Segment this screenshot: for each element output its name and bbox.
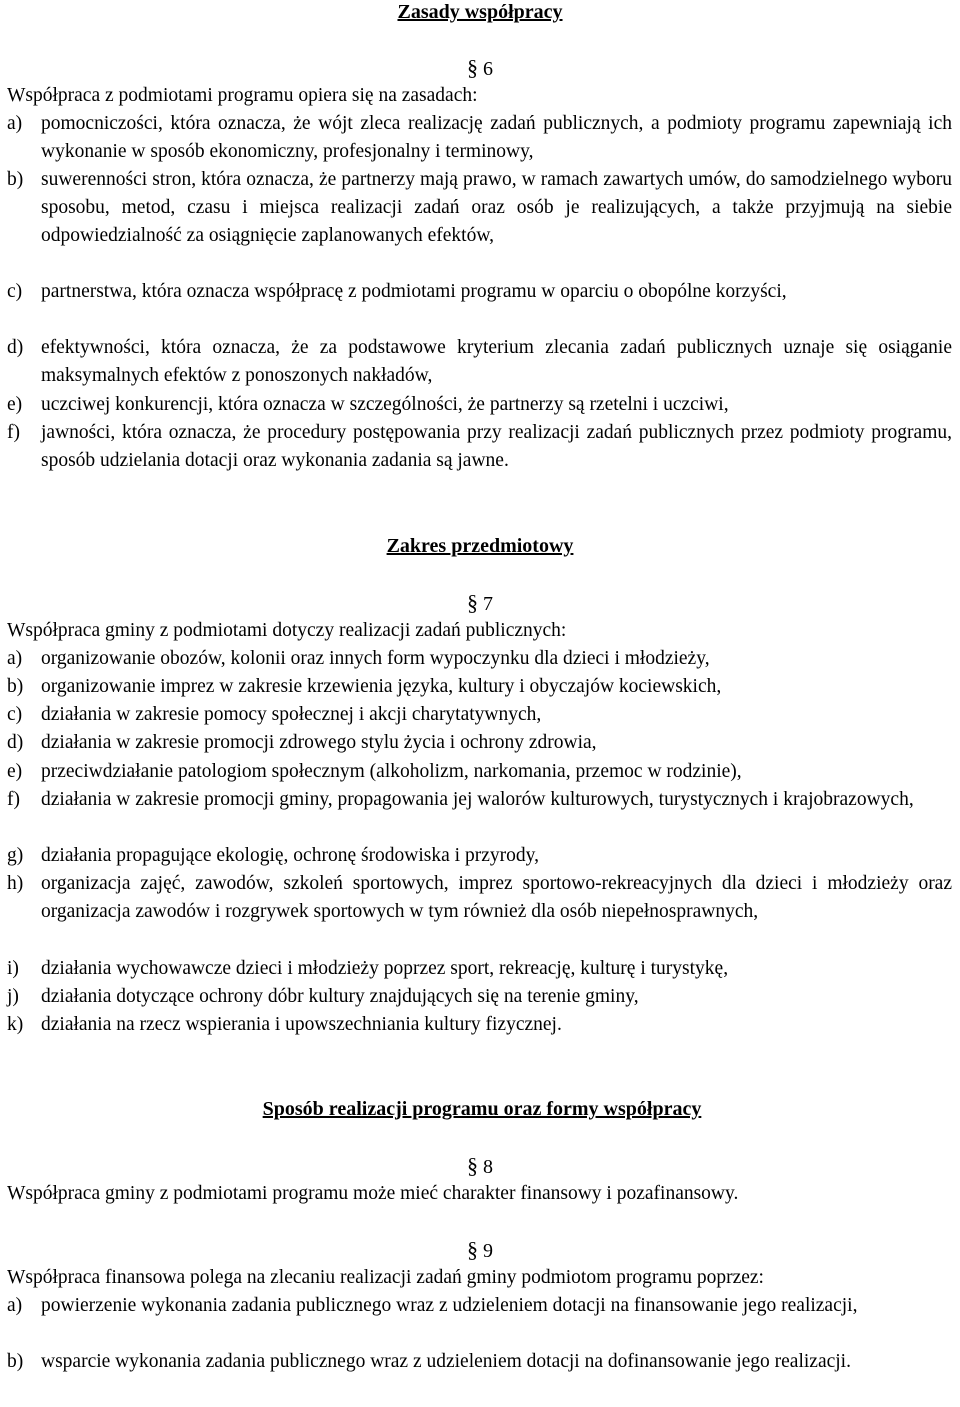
list-item-text: wsparcie wykonania zadania publicznego wraz z udzieleniem dotacji na dofinansowanie jego realizacji. bbox=[41, 1351, 851, 1372]
paragraph-number-value: 7 bbox=[483, 593, 493, 615]
list-item-text: uczciwej konkurencji, która oznacza w szczególności, że partnerzy są rzetelni i uczciwi, bbox=[41, 394, 729, 415]
paragraph-number bbox=[0, 54, 960, 83]
section-sign: § bbox=[467, 590, 478, 615]
list-item bbox=[7, 645, 952, 673]
paragraph-intro: Współpraca gminy z podmiotami dotyczy realizacji zadań publicznych: bbox=[7, 620, 567, 641]
list-item-label: f) bbox=[7, 789, 20, 810]
paragraph-intro: Współpraca z podmiotami programu opiera się na zasadach: bbox=[7, 85, 478, 106]
list-item bbox=[7, 955, 952, 983]
list-item-label: e) bbox=[7, 394, 23, 415]
list-item-text: działania w zakresie promocji zdrowego stylu życia i ochrony zdrowia, bbox=[41, 732, 597, 753]
list-item-text: jawności, która oznacza, że procedury postępowania przy realizacji zadań publicznych przez podmioty programu, sposób udzielania dotacji oraz wykonania zadania są jawne. bbox=[41, 422, 952, 471]
paragraph-number bbox=[0, 1236, 960, 1265]
paragraph-number-value: 9 bbox=[483, 1240, 493, 1262]
list-item-label: c) bbox=[7, 704, 23, 725]
list-item-label: b) bbox=[7, 169, 24, 190]
paragraph-number-value: 6 bbox=[483, 58, 493, 80]
list-item-label: h) bbox=[7, 873, 24, 894]
list-item bbox=[7, 758, 952, 786]
list-item-text: efektywności, która oznacza, że za podstawowe kryterium zlecania zadań publicznych uznaje się osiąganie maksymalnych efektów z ponoszonych nakładów, bbox=[41, 337, 952, 386]
list-item-label: e) bbox=[7, 761, 23, 782]
list-item bbox=[7, 701, 952, 729]
paragraph-number bbox=[0, 589, 960, 618]
section-sign: § bbox=[467, 55, 478, 80]
list-item-text: suwerenności stron, która oznacza, że partnerzy mają prawo, w ramach zawartych umów, do samodzielnego wyboru sposobu, metod, czasu i miejsca realizacji zadań oraz osób je realizujących, a także przyjmują na siebie odpowiedzialność za osiągnięcie zaplanowanych efektów, bbox=[41, 169, 952, 246]
list-item-text: przeciwdziałanie patologiom społecznym (alkoholizm, narkomania, przemoc w rodzinie), bbox=[41, 761, 742, 782]
list-item-text: działania w zakresie promocji gminy, propagowania jej walorów kulturowych, turystycznych i krajobrazowych, bbox=[41, 789, 914, 810]
paragraph-number bbox=[0, 1152, 960, 1181]
list-item-text: partnerstwa, która oznacza współpracę z podmiotami programu w oparciu o obopólne korzyści, bbox=[41, 281, 787, 302]
list-item-text: organizowanie imprez w zakresie krzewienia języka, kultury i obyczajów kociewskich, bbox=[41, 676, 722, 697]
list-item-text: działania w zakresie pomocy społecznej i akcji charytatywnych, bbox=[41, 704, 542, 725]
section-sign: § bbox=[467, 1237, 478, 1262]
list-item bbox=[7, 1011, 952, 1039]
list-item-text: działania wychowawcze dzieci i młodzieży poprzez sport, rekreację, kulturę i turystykę, bbox=[41, 958, 729, 979]
list-item-label: g) bbox=[7, 845, 24, 866]
list-item bbox=[7, 419, 952, 475]
list-item bbox=[7, 786, 952, 814]
list-item bbox=[7, 278, 952, 306]
list-item bbox=[7, 870, 952, 926]
list-item-label: k) bbox=[7, 1014, 24, 1035]
list-item-label: j) bbox=[7, 986, 19, 1007]
paragraph-intro: Współpraca finansowa polega na zlecaniu realizacji zadań gminy podmiotom programu poprzez: bbox=[7, 1267, 764, 1288]
list-item-text: działania na rzecz wspierania i upowszechniania kultury fizycznej. bbox=[41, 1014, 562, 1035]
list-item-label: a) bbox=[7, 648, 23, 669]
list-item-text: pomocniczości, która oznacza, że wójt zleca realizację zadań publicznych, a podmioty programu zapewniają ich wykonanie w sposób ekonomiczny, profesjonalny i terminowy, bbox=[41, 113, 952, 162]
list-item-label: a) bbox=[7, 1295, 23, 1316]
list-item-label: f) bbox=[7, 422, 20, 443]
list-item-label: c) bbox=[7, 281, 23, 302]
list-item-text: powierzenie wykonania zadania publicznego wraz z udzieleniem dotacji na finansowanie jego realizacji, bbox=[41, 1295, 858, 1316]
list-item bbox=[7, 729, 952, 757]
list-item bbox=[7, 842, 952, 870]
list-item bbox=[7, 334, 952, 390]
section-heading: Zasady współpracy bbox=[397, 1, 563, 23]
list-item bbox=[7, 110, 952, 166]
section-sign: § bbox=[467, 1153, 478, 1178]
list-item-label: d) bbox=[7, 732, 24, 753]
list-item bbox=[7, 983, 952, 1011]
list-item-label: d) bbox=[7, 337, 24, 358]
section-heading: Zakres przedmiotowy bbox=[386, 535, 574, 557]
list-item bbox=[7, 673, 952, 701]
section-heading: Sposób realizacji programu oraz formy współpracy bbox=[262, 1098, 702, 1120]
list-item-label: a) bbox=[7, 113, 23, 134]
list-item-label: b) bbox=[7, 676, 24, 697]
list-item bbox=[7, 1348, 952, 1376]
paragraph-intro: Współpraca gminy z podmiotami programu może mieć charakter finansowy i pozafinansowy. bbox=[7, 1183, 739, 1204]
list-item-text: organizowanie obozów, kolonii oraz innych form wypoczynku dla dzieci i młodzieży, bbox=[41, 648, 710, 669]
list-item-label: i) bbox=[7, 958, 19, 979]
list-item bbox=[7, 166, 952, 250]
list-item-label: b) bbox=[7, 1351, 24, 1372]
list-item-text: organizacja zajęć, zawodów, szkoleń sportowych, imprez sportowo-rekreacyjnych dla dzieci i młodzieży oraz organizacja zawodów i rozgrywek sportowych w tym również dla osób niepełnosprawnych, bbox=[41, 873, 952, 922]
list-item-text: działania propagujące ekologię, ochronę środowiska i przyrody, bbox=[41, 845, 539, 866]
paragraph-number-value: 8 bbox=[483, 1156, 493, 1178]
list-item-text: działania dotyczące ochrony dóbr kultury znajdujących się na terenie gminy, bbox=[41, 986, 639, 1007]
list-item bbox=[7, 391, 952, 419]
list-item bbox=[7, 1292, 952, 1320]
